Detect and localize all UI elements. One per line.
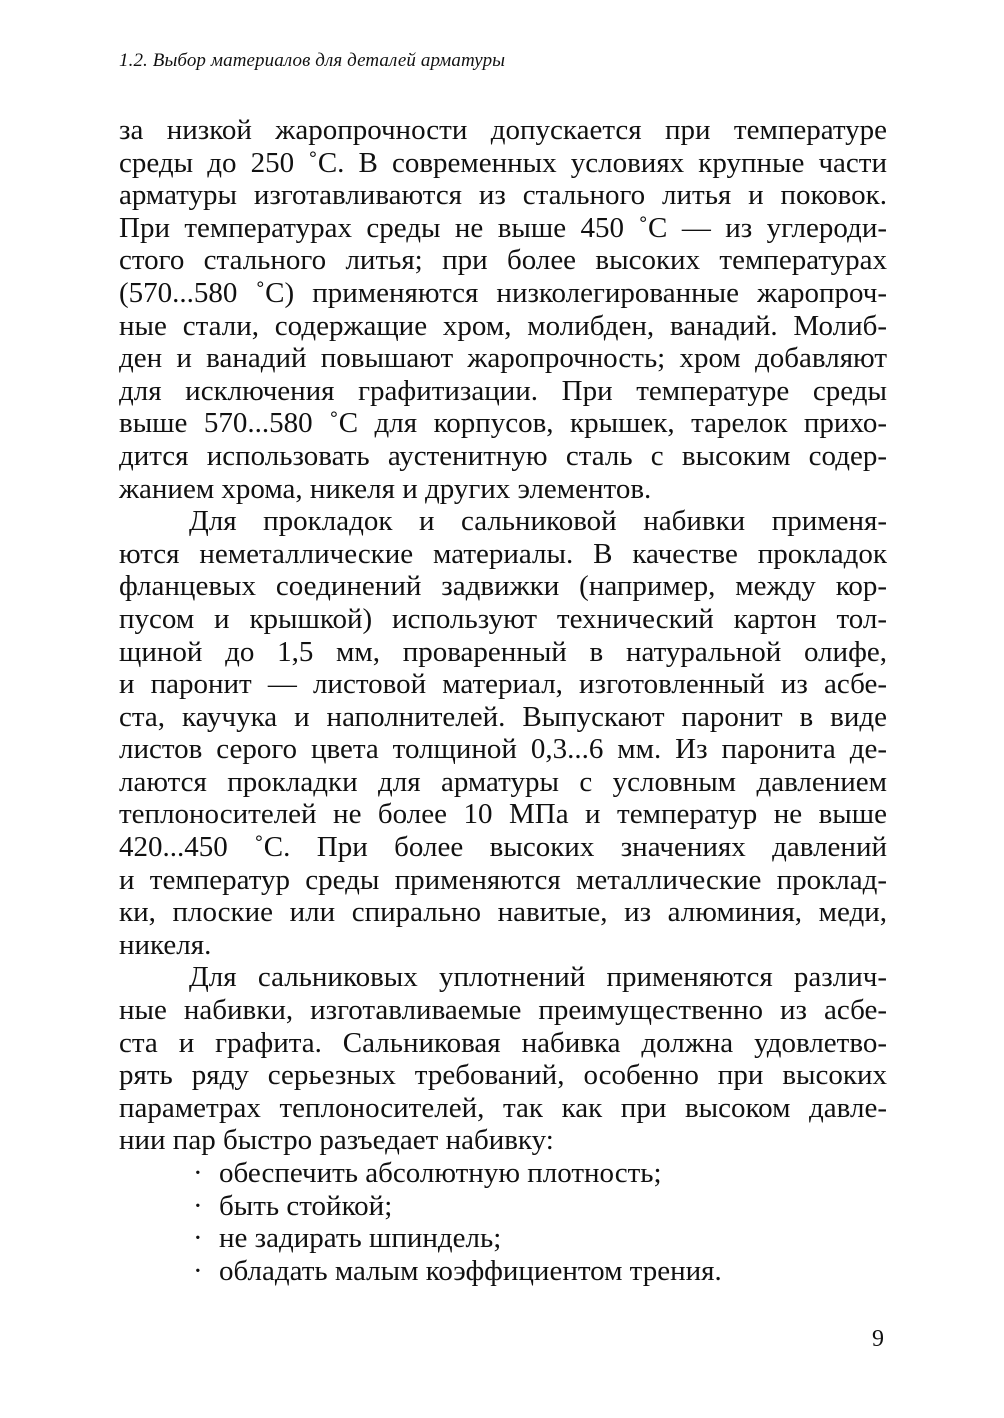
body-text: [119, 114, 887, 1287]
bullet-dot-icon: ·: [193, 1189, 203, 1222]
requirements-list: [119, 1157, 887, 1287]
paragraph-2: [119, 505, 887, 961]
page-number: 9: [872, 1326, 884, 1352]
paragraph-line: ются неметаллические материалы. В качестве прокладок: [119, 537, 887, 570]
list-item: [119, 1157, 887, 1190]
list-item: [119, 1222, 887, 1255]
paragraph-line: дится использовать аустенитную сталь с высоким содер-: [119, 439, 887, 472]
paragraph-line: теплоносителей не более 10 МПа и температур не выше: [119, 798, 887, 831]
paragraph-line: лаются прокладки для арматуры с условным давлением: [119, 765, 887, 798]
running-header-title: 1.2. Выбор материалов для деталей арматуры: [119, 50, 506, 71]
paragraph-line: за низкой жаропрочности допускается при температуре: [119, 114, 887, 146]
paragraph-line: стого стального литья; при более высоких температурах: [119, 244, 887, 277]
paragraph-1: [119, 114, 887, 505]
bullet-dot-icon: ·: [193, 1157, 203, 1189]
list-item: [119, 1190, 887, 1223]
paragraph-line: (570...580 ˚С) применяются низколегированные жаропроч-: [119, 276, 887, 309]
list-item-text: не задирать шпиндель;: [219, 1222, 502, 1255]
paragraph-line: жанием хрома, никеля и других элементов.: [119, 472, 652, 505]
paragraph-line: пусом и крышкой) используют технический картон тол-: [119, 602, 887, 635]
paragraph-line: фланцевых соединений задвижки (например, между кор-: [119, 570, 887, 603]
paragraph-line: нии пар быстро разъедает набивку:: [119, 1124, 554, 1157]
paragraph-line: Для прокладок и сальниковой набивки применя-: [189, 505, 887, 538]
list-item-text: обладать малым коэффициентом трения.: [219, 1254, 722, 1287]
list-item-text: быть стойкой;: [219, 1189, 393, 1222]
paragraph-line: среды до 250 ˚С. В современных условиях крупные части: [119, 146, 887, 179]
paragraph-line: ные набивки, изготавливаемые преимущественно из асбе-: [119, 994, 887, 1027]
paragraph-line: ные стали, содержащие хром, молибден, ванадий. Молиб-: [119, 309, 887, 342]
paragraph-line: для исключения графитизации. При температуре среды: [119, 374, 887, 407]
paragraph-line: рять ряду серьезных требований, особенно при высоких: [119, 1059, 887, 1092]
list-item: [119, 1255, 887, 1288]
list-item-text: обеспечить абсолютную плотность;: [219, 1157, 662, 1189]
paragraph-line: листов серого цвета толщиной 0,3...6 мм. Из паронита де-: [119, 733, 887, 766]
paragraph-line: арматуры изготавливаются из стального литья и поковок.: [119, 179, 887, 212]
bullet-dot-icon: ·: [193, 1254, 203, 1287]
paragraph-line: Для сальниковых уплотнений применяются различ-: [189, 961, 887, 994]
bullet-dot-icon: ·: [193, 1222, 203, 1255]
paragraph-line: параметрах теплоносителей, так как при высоком давле-: [119, 1091, 887, 1124]
paragraph-line: ден и ванадий повышают жаропрочность; хром добавляют: [119, 342, 887, 375]
paragraph-line: ста, каучука и наполнителей. Выпускают паронит в виде: [119, 700, 887, 733]
paragraph-line: никеля.: [119, 928, 212, 961]
paragraph-line: ки, плоские или спирально навитые, из алюминия, меди,: [119, 896, 887, 929]
paragraph-3: [119, 961, 887, 1157]
paragraph-line: При температурах среды не выше 450 ˚С — из углероди-: [119, 211, 887, 244]
paragraph-line: щиной до 1,5 мм, проваренный в натуральной олифе,: [119, 635, 887, 668]
paragraph-line: и паронит — листовой материал, изготовленный из асбе-: [119, 668, 887, 701]
paragraph-line: выше 570...580 ˚С для корпусов, крышек, тарелок прихо-: [119, 407, 887, 440]
paragraph-line: ста и графита. Сальниковая набивка должна удовлетво-: [119, 1026, 887, 1059]
paragraph-line: и температур среды применяются металлические проклад-: [119, 863, 887, 896]
paragraph-line: 420...450 ˚С. При более высоких значениях давлений: [119, 831, 887, 864]
